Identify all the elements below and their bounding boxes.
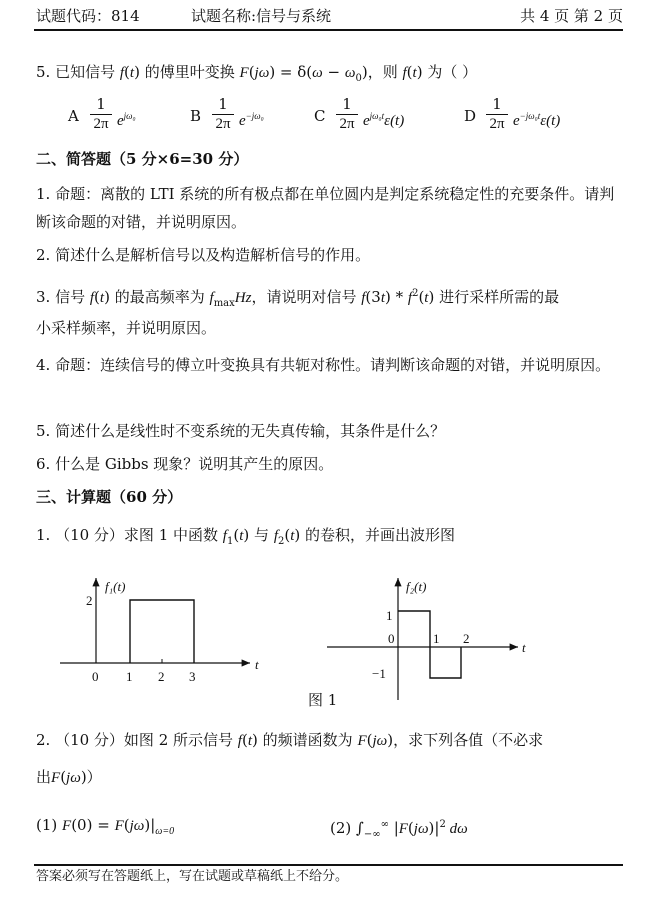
f1-pulse: [130, 600, 194, 663]
short-question-3-cont: 小采样频率，并说明原因。: [36, 319, 217, 337]
f1-ytick: 2: [86, 593, 93, 608]
f2-label: f₂(t): [406, 579, 427, 594]
sub-question-2: (2) $\int_{-\infty}^\infty$ $|F(j\omega)|^2$ dω: [330, 819, 468, 840]
question-5: 5. 已知信号 f(t) 的傅里叶变换 $F(j\omega) = \delta(\omega - \omega_0)$，则 f(t) 为（ ）: [36, 63, 478, 84]
footer-rule: [34, 864, 623, 866]
page-count: 共 4 页 第 2 页: [520, 7, 623, 25]
option-label: D: [464, 107, 477, 125]
sub-question-1: (1) $F(0) = F(j\omega)|_{\omega=0}$: [36, 816, 175, 837]
calc-question-2: 2. （10 分）如图 2 所示信号 f(t) 的频谱函数为 F(jω)，求下列各值（不必求: [36, 731, 544, 749]
short-question-4: 4. 命题：连续信号的傅立叶变换具有共轭对称性。请判断该命题的对错，并说明原因。: [36, 356, 611, 374]
f1-xtick: 1: [126, 669, 133, 684]
f2-ytick: 1: [386, 608, 393, 623]
section-3-title: 三、计算题（60 分）: [36, 488, 183, 506]
f1-xtick: 2: [158, 669, 165, 684]
short-question-2: 2. 简述什么是解析信号以及构造解析信号的作用。: [36, 246, 371, 264]
option-label: B: [190, 107, 202, 125]
footer-note: 答案必须写在答题纸上，写在试题或草稿纸上不给分。: [36, 869, 349, 884]
section-2-title: 二、简答题（5 分×6=30 分）: [36, 150, 249, 168]
header-rule: [34, 29, 623, 31]
exam-code: 试题代码：814: [36, 7, 140, 25]
f2-wave: [398, 611, 461, 678]
plot-f1: [60, 578, 259, 684]
f2-ytick: −1: [372, 666, 386, 681]
option-expression: $e^{j\omega_0t}\varepsilon(t)$: [363, 111, 405, 129]
option-label: A: [68, 107, 79, 125]
option-expression: $e^{-j\omega_0}$: [239, 111, 264, 129]
option-label: C: [314, 107, 326, 125]
short-question-5: 5. 简述什么是线性时不变系统的无失真传输，其条件是什么？: [36, 422, 446, 440]
f1-label: f₁(t): [105, 579, 126, 594]
calc-question-1: 1. （10 分）求图 1 中函数 $f_1(t)$ 与 $f_2(t)$ 的卷积，并画出波形图: [36, 526, 456, 547]
short-question-3: 3. 信号 f(t) 的最高频率为 $f_{max}Hz$，请说明对信号 $f(3t) * f^2(t)$ 进行采样所需的最: [36, 288, 560, 309]
page-header: [36, 4, 623, 30]
plot-f2: [327, 578, 526, 700]
option-expression: $e^{-j\omega_0t}\varepsilon(t)$: [513, 111, 561, 129]
short-question-6: 6. 什么是 Gibbs 现象？说明其产生的原因。: [36, 455, 334, 473]
f2-t-label: t: [522, 640, 526, 655]
option-expression: $e^{j\omega_0}$: [117, 111, 136, 129]
f1-xtick: 3: [189, 669, 196, 684]
calc-question-2-cont: 出F(jω)）: [36, 768, 102, 786]
f2-xtick: 2: [463, 631, 470, 646]
fraction: 1 2π: [212, 96, 234, 133]
fraction: 1 2π: [90, 96, 112, 133]
f2-xtick: 1: [433, 631, 440, 646]
exam-name: 试题名称:信号与系统: [191, 7, 332, 25]
f2-xtick: 0: [388, 631, 395, 646]
fraction: 1 2π: [486, 96, 508, 133]
f1-t-label: t: [255, 657, 259, 672]
figure-caption: 图 1: [308, 691, 338, 709]
short-question-1: 1. 命题：离散的 LTI 系统的所有极点都在单位圆内是判定系统稳定性的充要条件。请判断该命题的对错，并说明原因。: [36, 185, 615, 231]
fraction: 1 2π: [336, 96, 358, 133]
f1-xtick: 0: [92, 669, 99, 684]
